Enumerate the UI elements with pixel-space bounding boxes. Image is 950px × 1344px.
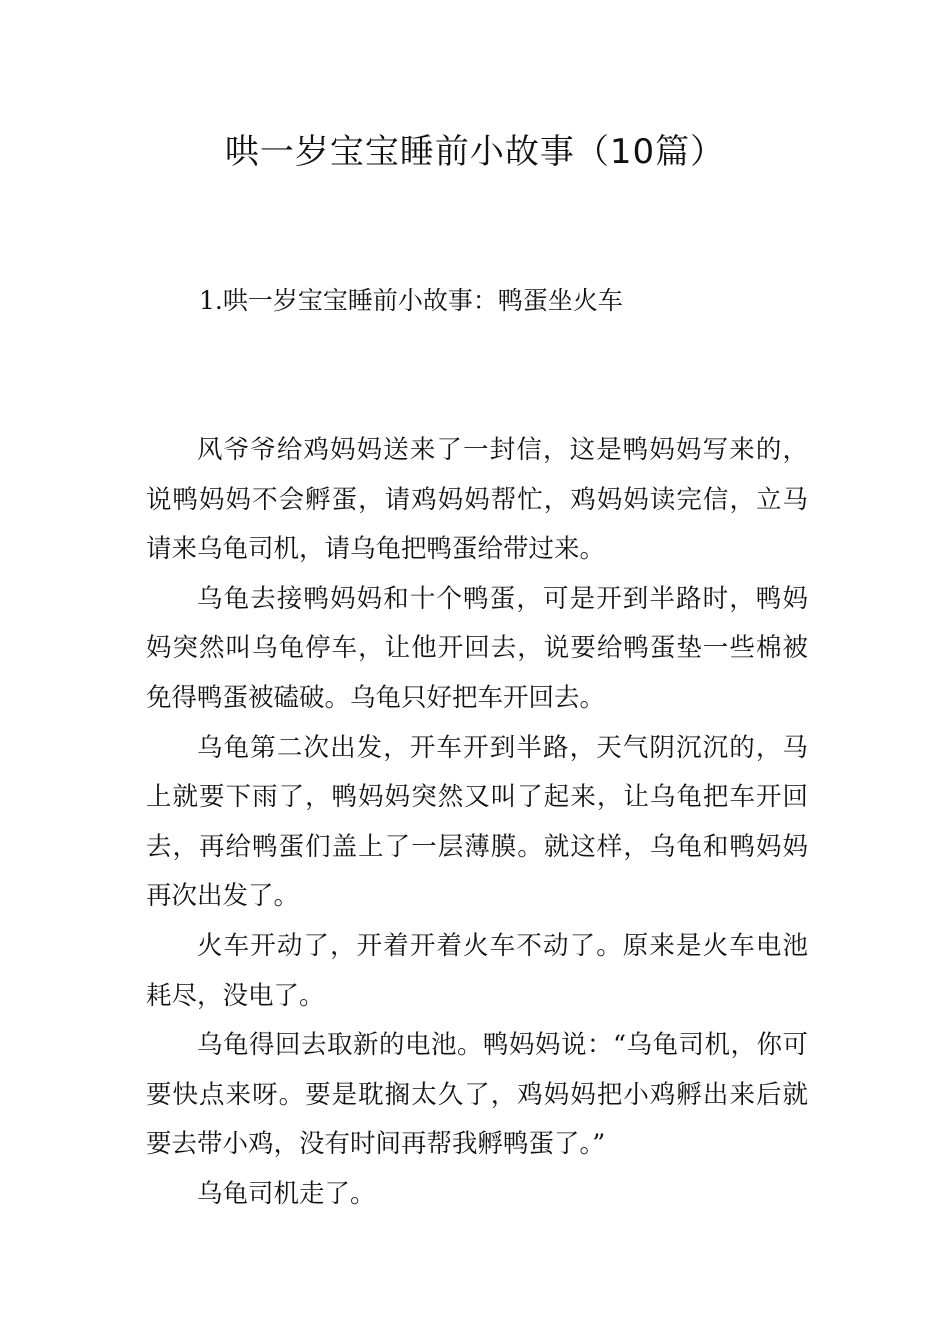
paragraph: 火车开动了，开着开着火车不动了。原来是火车电池耗尽，没电了。 — [146, 930, 808, 1011]
paragraph: 乌龟去接鸭妈妈和十个鸭蛋，可是开到半路时，鸭妈妈突然叫乌龟停车，让他开回去，说要给鸭蛋垫一些棉被免得鸭蛋被磕破。乌龟只好把车开回去。 — [146, 583, 808, 713]
paragraph: 乌龟得回去取新的电池。鸭妈妈说：“乌龟司机，你可要快点来呀。要是耽搁太久了，鸡妈妈把小鸡孵出来后就要去带小鸡，没有时间再帮我孵鸭蛋了。” — [146, 1030, 808, 1160]
paragraph: 乌龟第二次出发，开车开到半路，天气阴沉沉的，马上就要下雨了，鸭妈妈突然又叫了起来，让乌龟把车开回去，再给鸭蛋们盖上了一层薄膜。就这样，乌龟和鸭妈妈再次出发了。 — [146, 732, 808, 912]
document-title: 哄一岁宝宝睡前小故事（10篇） — [224, 132, 726, 172]
section-heading: 1.哄一岁宝宝睡前小故事：鸭蛋坐火车 — [199, 286, 623, 315]
paragraph: 乌龟司机走了。 — [197, 1178, 376, 1209]
paragraph: 风爷爷给鸡妈妈送来了一封信，这是鸭妈妈写来的，说鸭妈妈不会孵蛋，请鸡妈妈帮忙，鸡妈妈读完信，立马请来乌龟司机，请乌龟把鸭蛋给带过来。 — [146, 435, 808, 565]
story-body — [146, 426, 808, 1220]
